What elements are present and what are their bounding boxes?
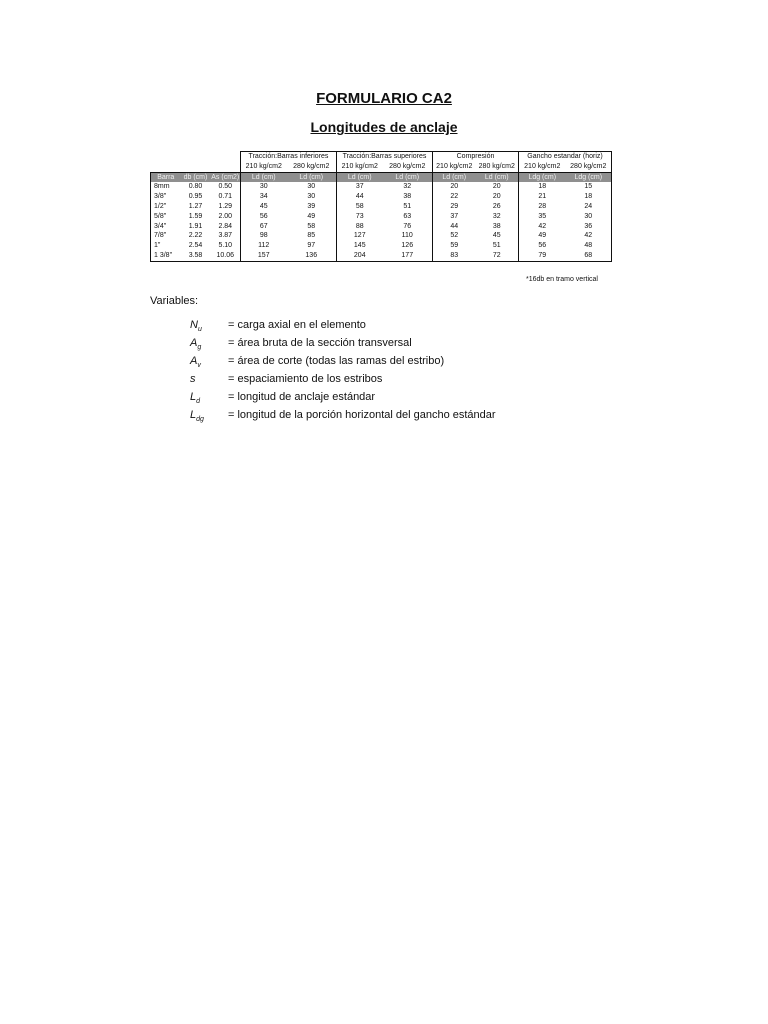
column-label: Ld (cm) bbox=[383, 172, 433, 182]
table-cell: 2.84 bbox=[211, 222, 241, 232]
table-cell: 37 bbox=[355, 183, 364, 191]
table-cell: 10.06 bbox=[211, 251, 241, 261]
table-cell: 136 bbox=[287, 251, 337, 261]
strength-header: 280 kg/cm2 bbox=[566, 162, 612, 172]
bar-size-cell: 7/8" bbox=[151, 231, 181, 241]
variables-list bbox=[190, 319, 496, 427]
table-cell: 44 bbox=[450, 222, 459, 230]
blank-header-cell bbox=[151, 162, 241, 172]
table-cell: 24 bbox=[566, 202, 612, 212]
table-cell: 38 bbox=[383, 192, 433, 202]
table-cell: 38 bbox=[476, 222, 519, 232]
column-label: As (cm2) bbox=[211, 173, 240, 181]
table-row bbox=[151, 231, 612, 241]
table-cell: 44 bbox=[355, 193, 364, 201]
variable-description: = longitud de la porción horizontal del gancho estándar bbox=[228, 408, 496, 421]
table-cell: 32 bbox=[476, 212, 519, 222]
variable-description: = área de corte (todas las ramas del estribo) bbox=[228, 354, 445, 367]
variable-symbol-subscript: d bbox=[196, 398, 201, 406]
variable-symbol-base: L bbox=[190, 408, 197, 421]
table-cell: 49 bbox=[287, 212, 337, 222]
table-cell: 73 bbox=[355, 212, 364, 220]
variable-item bbox=[190, 355, 496, 373]
strength-header: 280 kg/cm2 bbox=[383, 162, 433, 172]
group-header: Compresión bbox=[433, 152, 519, 162]
column-label: Ldg (cm) bbox=[519, 172, 566, 182]
column-label: Ld (cm) bbox=[241, 172, 287, 182]
table-cell: 30 bbox=[259, 183, 268, 191]
variable-item bbox=[190, 337, 496, 355]
column-label: Barra bbox=[151, 172, 181, 182]
table-footnote: *16db en tramo vertical bbox=[526, 276, 598, 283]
table-cell: 110 bbox=[383, 231, 433, 241]
column-label: Ld (cm) bbox=[287, 172, 337, 182]
table-cell: 18 bbox=[538, 183, 547, 191]
table-cell: 72 bbox=[476, 251, 519, 261]
table-cell: 18 bbox=[566, 192, 612, 202]
strength-header: 210 kg/cm2 bbox=[241, 162, 287, 172]
table-cell: 30 bbox=[566, 212, 612, 222]
table-cell: 79 bbox=[519, 251, 566, 261]
column-label-row bbox=[151, 172, 612, 182]
bar-size-cell: 1" bbox=[151, 241, 181, 251]
table-cell: 127 bbox=[353, 232, 366, 240]
page-subtitle: Longitudes de anclaje bbox=[310, 119, 458, 135]
table-cell: 88 bbox=[355, 222, 364, 230]
bar-size-cell: 3/4" bbox=[151, 222, 181, 232]
variable-symbol bbox=[190, 355, 228, 373]
variable-symbol-base: A bbox=[190, 354, 198, 367]
table-cell: 58 bbox=[355, 202, 364, 210]
table-cell: 126 bbox=[383, 241, 433, 251]
table-cell: 1.29 bbox=[211, 202, 241, 212]
table-cell: 2.00 bbox=[211, 212, 241, 222]
table-cell: 0.95 bbox=[188, 193, 203, 201]
group-header-row bbox=[151, 152, 612, 162]
variable-description: = espaciamiento de los estribos bbox=[228, 372, 383, 385]
variable-symbol-subscript: dg bbox=[196, 416, 204, 424]
variable-symbol-subscript: u bbox=[197, 326, 202, 334]
table-cell: 3.58 bbox=[181, 251, 211, 261]
table-row bbox=[151, 202, 612, 212]
table-row bbox=[151, 212, 612, 222]
table-cell: 56 bbox=[259, 212, 268, 220]
table-cell: 20 bbox=[476, 182, 519, 192]
table-cell: 67 bbox=[259, 222, 268, 230]
strength-header: 280 kg/cm2 bbox=[287, 162, 337, 172]
variable-description: = carga axial en el elemento bbox=[228, 319, 366, 331]
table-cell: 26 bbox=[476, 202, 519, 212]
page-title: FORMULARIO CA2 bbox=[316, 90, 452, 107]
strength-header: 210 kg/cm2 bbox=[519, 162, 566, 172]
table-cell: 21 bbox=[538, 193, 547, 201]
variable-item bbox=[190, 409, 496, 427]
variable-item bbox=[190, 319, 496, 337]
table-cell: 20 bbox=[476, 192, 519, 202]
table-cell: 30 bbox=[287, 182, 337, 192]
table-cell: 0.50 bbox=[211, 182, 241, 192]
strength-header-row bbox=[151, 162, 612, 172]
table-cell: 29 bbox=[450, 202, 459, 210]
strength-header: 210 kg/cm2 bbox=[433, 162, 476, 172]
variable-symbol bbox=[190, 391, 228, 409]
table-cell: 56 bbox=[538, 242, 547, 250]
table-cell: 45 bbox=[259, 202, 268, 210]
variable-symbol-base: L bbox=[190, 390, 197, 403]
table-cell: 0.71 bbox=[211, 192, 241, 202]
anchorage-table bbox=[150, 151, 612, 262]
column-label: Ldg (cm) bbox=[566, 172, 612, 182]
strength-header: 210 kg/cm2 bbox=[337, 162, 383, 172]
variables-heading: Variables: bbox=[150, 295, 199, 307]
table-cell: 34 bbox=[259, 193, 268, 201]
table-cell: 204 bbox=[337, 251, 383, 261]
variable-symbol-base: A bbox=[190, 336, 198, 349]
table-cell: 157 bbox=[241, 251, 287, 261]
group-header: Tracción:Barras inferiores bbox=[241, 152, 337, 162]
table-cell: 2.22 bbox=[188, 232, 203, 240]
bar-size-cell: 5/8" bbox=[151, 212, 181, 222]
table-cell: 42 bbox=[538, 222, 547, 230]
table-cell: 35 bbox=[538, 212, 547, 220]
table-cell: 37 bbox=[450, 212, 459, 220]
variable-item bbox=[190, 391, 496, 409]
variable-symbol bbox=[190, 319, 228, 337]
blank-header-cell bbox=[151, 152, 241, 162]
table-cell: 20 bbox=[450, 183, 459, 191]
variable-symbol bbox=[190, 409, 228, 427]
table-cell: 36 bbox=[566, 222, 612, 232]
variable-symbol bbox=[190, 373, 228, 391]
table-cell: 59 bbox=[450, 242, 459, 250]
variable-symbol-base: N bbox=[190, 319, 198, 331]
variable-description: = área bruta de la sección transversal bbox=[228, 336, 412, 349]
variable-symbol-base: s bbox=[190, 372, 196, 385]
bar-size-cell: 8mm bbox=[151, 182, 181, 192]
table-cell: 45 bbox=[476, 231, 519, 241]
table-cell: 68 bbox=[566, 251, 612, 261]
table-cell: 2.54 bbox=[188, 242, 203, 250]
bar-size-cell: 3/8" bbox=[151, 192, 181, 202]
bar-size-cell: 1 3/8" bbox=[151, 251, 181, 261]
table-cell: 63 bbox=[383, 212, 433, 222]
group-header: Gancho estandar (horiz) bbox=[519, 152, 612, 162]
variable-item bbox=[190, 373, 496, 391]
table-cell: 15 bbox=[566, 182, 612, 192]
table-cell: 177 bbox=[383, 251, 433, 261]
table-cell: 112 bbox=[258, 242, 270, 250]
table-cell: 76 bbox=[383, 222, 433, 232]
table-cell: 22 bbox=[450, 193, 459, 201]
table-cell: 3.87 bbox=[211, 231, 241, 241]
column-label: Ld (cm) bbox=[433, 172, 476, 182]
table-cell: 32 bbox=[383, 182, 433, 192]
table-row bbox=[151, 222, 612, 232]
table-cell: 1.27 bbox=[188, 202, 203, 210]
table-cell: 145 bbox=[353, 242, 366, 250]
table-row bbox=[151, 241, 612, 251]
table-cell: 58 bbox=[287, 222, 337, 232]
column-label: Ld (cm) bbox=[476, 172, 519, 182]
table-cell: 97 bbox=[287, 241, 337, 251]
table-row bbox=[151, 251, 612, 261]
column-label: db (cm) bbox=[181, 172, 211, 182]
variable-symbol-subscript: g bbox=[197, 344, 202, 352]
table-row bbox=[151, 182, 612, 192]
table-cell: 98 bbox=[259, 232, 268, 240]
table-cell: 52 bbox=[450, 232, 459, 240]
table-cell: 1.91 bbox=[188, 222, 203, 230]
table-cell: 28 bbox=[538, 202, 547, 210]
variable-symbol-subscript: v bbox=[197, 362, 201, 370]
table-cell: 85 bbox=[287, 231, 337, 241]
table-cell: 30 bbox=[287, 192, 337, 202]
table-cell: 83 bbox=[433, 251, 476, 261]
table-cell: 49 bbox=[538, 232, 547, 240]
table-row bbox=[151, 192, 612, 202]
table-cell: 51 bbox=[476, 241, 519, 251]
variable-description: = longitud de anclaje estándar bbox=[228, 390, 376, 403]
variable-symbol bbox=[190, 337, 228, 355]
table-cell: 0.80 bbox=[188, 183, 203, 191]
table-cell: 51 bbox=[383, 202, 433, 212]
table-cell: 1.59 bbox=[188, 212, 203, 220]
table-cell: 48 bbox=[566, 241, 612, 251]
strength-header: 280 kg/cm2 bbox=[476, 162, 519, 172]
column-label: Ld (cm) bbox=[337, 172, 383, 182]
table-cell: 42 bbox=[566, 231, 612, 241]
table-cell: 39 bbox=[287, 202, 337, 212]
table-cell: 5.10 bbox=[211, 241, 241, 251]
bar-size-cell: 1/2" bbox=[151, 202, 181, 212]
group-header: Tracción:Barras superiores bbox=[337, 152, 433, 162]
